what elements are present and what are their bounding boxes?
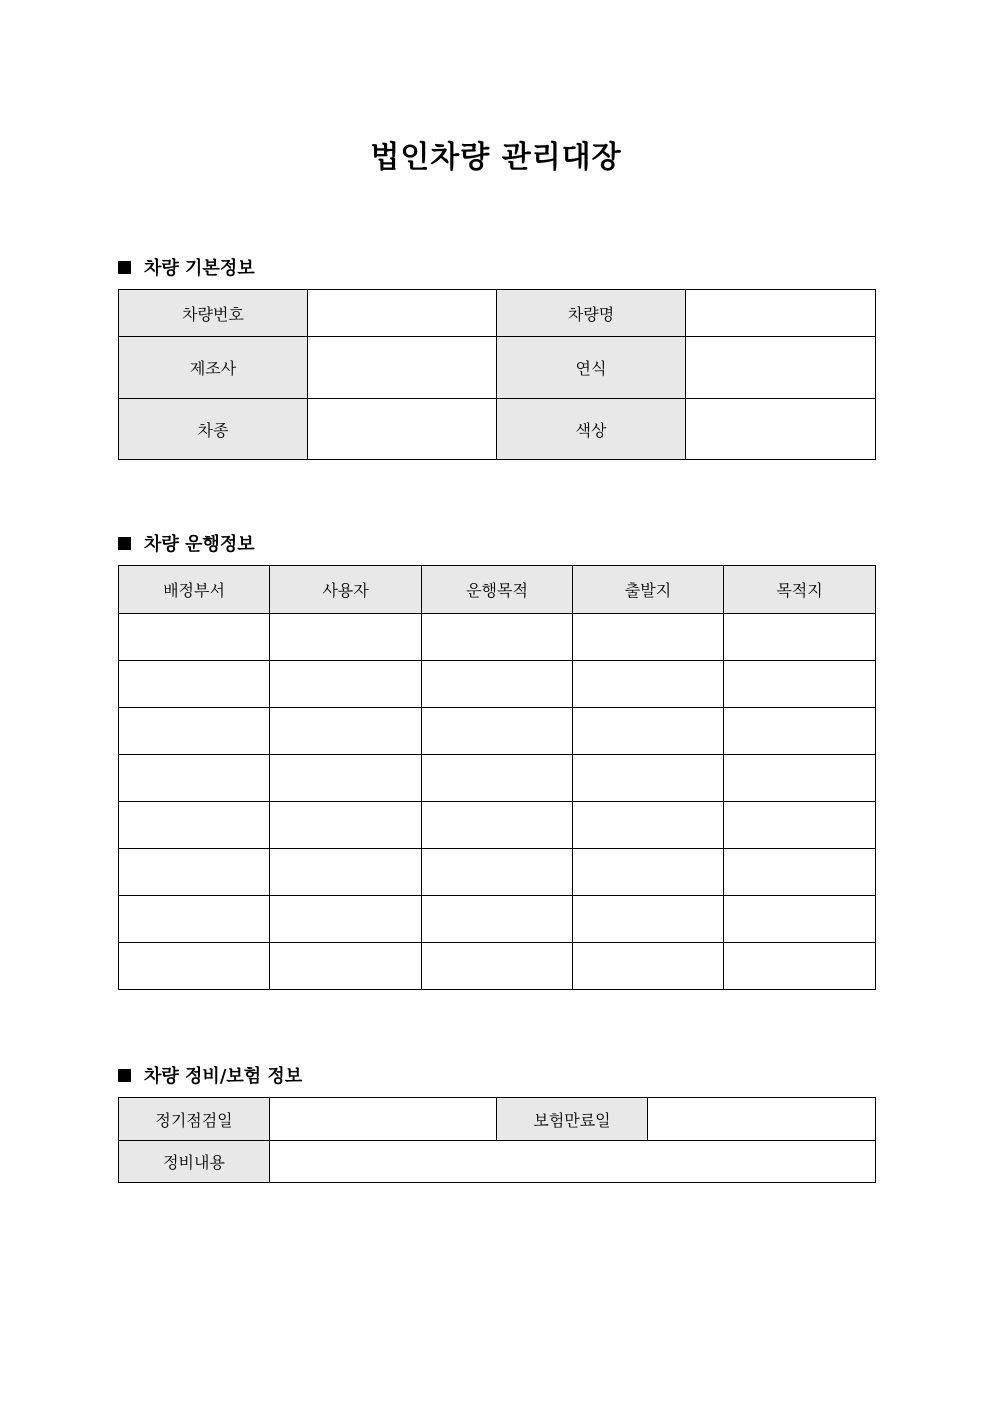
table-row xyxy=(119,661,876,708)
departure-cell[interactable] xyxy=(573,755,724,802)
basic-info-heading xyxy=(118,254,255,280)
user-cell[interactable] xyxy=(270,614,422,661)
table-row xyxy=(119,614,876,661)
user-cell[interactable] xyxy=(270,896,422,943)
manufacturer-field[interactable] xyxy=(308,337,497,399)
inspection-date-field[interactable] xyxy=(270,1098,497,1141)
user-cell[interactable] xyxy=(270,802,422,849)
vehicle-type-field[interactable] xyxy=(308,399,497,460)
department-cell[interactable] xyxy=(119,849,270,896)
color-field[interactable] xyxy=(686,399,876,460)
vehicle-name-field[interactable] xyxy=(686,290,876,337)
maintenance-details-label: 정비내용 xyxy=(119,1141,270,1183)
inspection-date-label: 정기점검일 xyxy=(119,1098,270,1141)
departure-cell[interactable] xyxy=(573,943,724,990)
purpose-cell[interactable] xyxy=(422,896,573,943)
destination-cell[interactable] xyxy=(724,614,876,661)
table-row xyxy=(119,708,876,755)
square-bullet-icon xyxy=(118,261,131,274)
purpose-cell[interactable] xyxy=(422,614,573,661)
purpose-cell[interactable] xyxy=(422,661,573,708)
departure-cell[interactable] xyxy=(573,896,724,943)
department-cell[interactable] xyxy=(119,755,270,802)
operation-info-heading-text: 차량 운행정보 xyxy=(144,534,255,555)
maintenance-info-heading xyxy=(118,1062,302,1088)
maintenance-info-heading-text: 차량 정비/보험 정보 xyxy=(144,1066,303,1087)
purpose-cell[interactable] xyxy=(422,849,573,896)
table-row xyxy=(119,337,876,399)
departure-cell[interactable] xyxy=(573,661,724,708)
column-header-user: 사용자 xyxy=(270,566,422,614)
operation-info-heading xyxy=(118,530,255,556)
table-row xyxy=(119,755,876,802)
table-header-row xyxy=(119,566,876,614)
operation-rows xyxy=(119,614,876,990)
purpose-cell[interactable] xyxy=(422,802,573,849)
department-cell[interactable] xyxy=(119,708,270,755)
departure-cell[interactable] xyxy=(573,849,724,896)
table-row xyxy=(119,896,876,943)
manufacturer-label: 제조사 xyxy=(119,337,308,399)
department-cell[interactable] xyxy=(119,896,270,943)
destination-cell[interactable] xyxy=(724,896,876,943)
vehicle-type-label: 차종 xyxy=(119,399,308,460)
table-row xyxy=(119,802,876,849)
department-cell[interactable] xyxy=(119,802,270,849)
table-row xyxy=(119,1141,876,1183)
table-row xyxy=(119,1098,876,1141)
model-year-label: 연식 xyxy=(497,337,686,399)
purpose-cell[interactable] xyxy=(422,755,573,802)
color-label: 색상 xyxy=(497,399,686,460)
insurance-expiry-label: 보험만료일 xyxy=(497,1098,648,1141)
vehicle-number-field[interactable] xyxy=(308,290,497,337)
vehicle-number-label: 차량번호 xyxy=(119,290,308,337)
departure-cell[interactable] xyxy=(573,708,724,755)
user-cell[interactable] xyxy=(270,708,422,755)
page-title: 법인차량 관리대장 xyxy=(370,140,622,175)
maintenance-info-table xyxy=(118,1097,876,1183)
model-year-field[interactable] xyxy=(686,337,876,399)
basic-info-heading-text: 차량 기본정보 xyxy=(144,258,255,279)
destination-cell[interactable] xyxy=(724,802,876,849)
department-cell[interactable] xyxy=(119,661,270,708)
destination-cell[interactable] xyxy=(724,755,876,802)
table-row xyxy=(119,849,876,896)
department-cell[interactable] xyxy=(119,943,270,990)
purpose-cell[interactable] xyxy=(422,943,573,990)
destination-cell[interactable] xyxy=(724,849,876,896)
vehicle-name-label: 차량명 xyxy=(497,290,686,337)
insurance-expiry-field[interactable] xyxy=(648,1098,876,1141)
column-header-departure: 출발지 xyxy=(573,566,724,614)
destination-cell[interactable] xyxy=(724,708,876,755)
square-bullet-icon xyxy=(118,1069,131,1082)
departure-cell[interactable] xyxy=(573,614,724,661)
column-header-purpose: 운행목적 xyxy=(422,566,573,614)
destination-cell[interactable] xyxy=(724,661,876,708)
user-cell[interactable] xyxy=(270,661,422,708)
table-row xyxy=(119,290,876,337)
column-header-destination: 목적지 xyxy=(724,566,876,614)
column-header-department: 배정부서 xyxy=(119,566,270,614)
square-bullet-icon xyxy=(118,537,131,550)
user-cell[interactable] xyxy=(270,849,422,896)
destination-cell[interactable] xyxy=(724,943,876,990)
table-row xyxy=(119,943,876,990)
user-cell[interactable] xyxy=(270,755,422,802)
maintenance-details-field[interactable] xyxy=(270,1141,876,1183)
department-cell[interactable] xyxy=(119,614,270,661)
user-cell[interactable] xyxy=(270,943,422,990)
table-row xyxy=(119,399,876,460)
departure-cell[interactable] xyxy=(573,802,724,849)
purpose-cell[interactable] xyxy=(422,708,573,755)
operation-info-table xyxy=(118,565,876,990)
basic-info-table xyxy=(118,289,876,460)
